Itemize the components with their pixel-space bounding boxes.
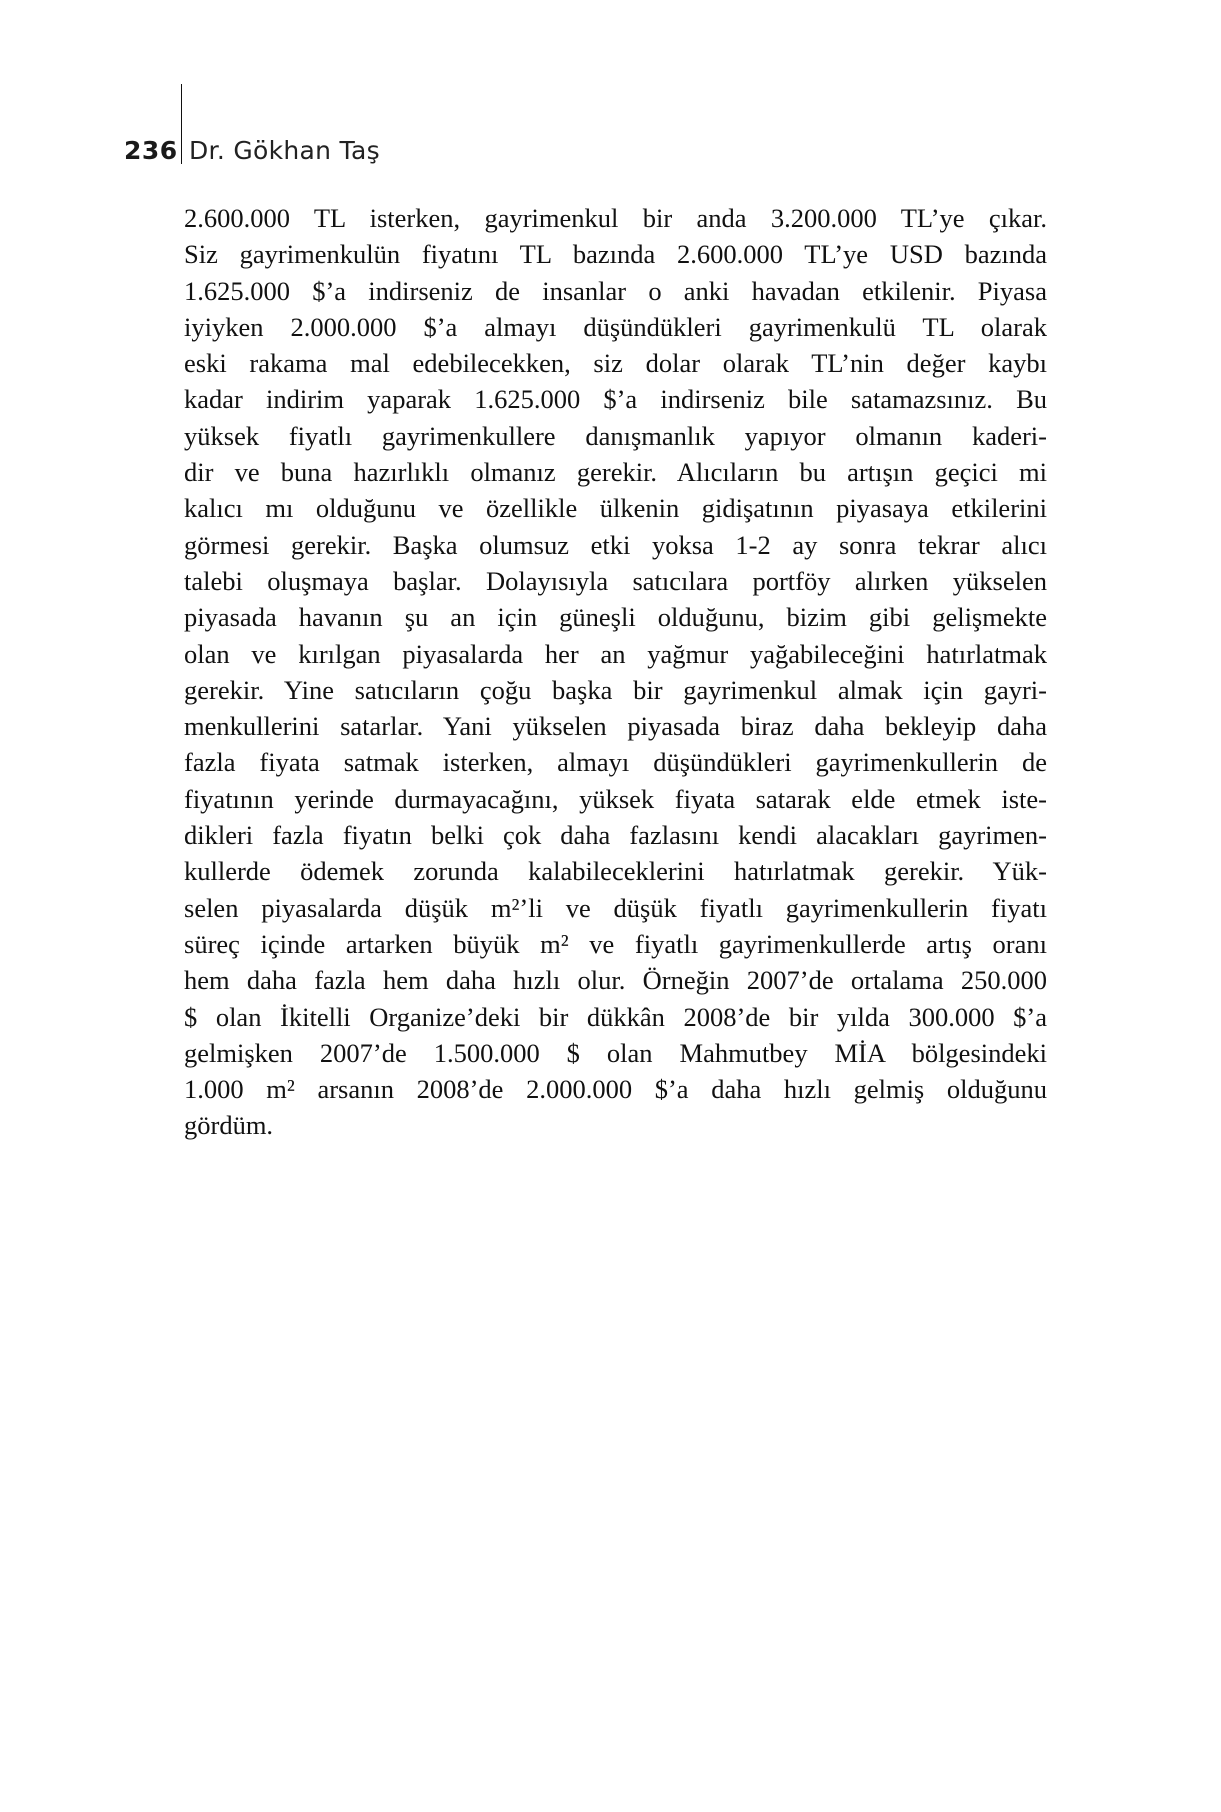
text-line: dikleri fazla fiyatın belki çok daha fazlasını kendi alacakları gayrimen-: [184, 820, 1047, 851]
text-line: gördüm.: [184, 1110, 274, 1141]
text-line: fiyatının yerinde durmayacağını, yüksek fiyata satarak elde etmek iste-: [184, 783, 1047, 814]
text-line: kadar indirim yaparak 1.625.000 $’a indirseniz bile satamazsınız. Bu: [184, 384, 1047, 415]
text-line: Siz gayrimenkulün fiyatını TL bazında 2.600.000 TL’ye USD bazında: [184, 239, 1047, 270]
text-line: 1.625.000 $’a indirseniz de insanlar o anki havadan etkilenir. Piyasa: [184, 275, 1047, 306]
body-paragraph: [184, 200, 1047, 1144]
text-line: 1.000 m² arsanın 2008’de 2.000.000 $’a daha hızlı gelmiş olduğunu: [184, 1074, 1047, 1105]
text-line: 2.600.000 TL isterken, gayrimenkul bir anda 3.200.000 TL’ye çıkar.: [184, 203, 1047, 233]
text-line: eski rakama mal edebilecekken, siz dolar olarak TL’nin değer kaybı: [184, 348, 1047, 379]
text-line: talebi oluşmaya başlar. Dolayısıyla satıcılara portföy alırken yükselen: [184, 565, 1047, 596]
text-line: görmesi gerekir. Başka olumsuz etki yoksa 1-2 ay sonra tekrar alıcı: [184, 529, 1047, 560]
text-line: gerekir. Yine satıcıların çoğu başka bir gayrimenkul almak için gayri-: [184, 674, 1047, 705]
text-line: olan ve kırılgan piyasalarda her an yağmur yağabileceğini hatırlatmak: [184, 638, 1047, 669]
text-line: $ olan İkitelli Organize’deki bir dükkân 2008’de bir yılda 300.000 $’a: [184, 1001, 1047, 1032]
text-line: menkullerini satarlar. Yani yükselen piyasada biraz daha bekleyip daha: [184, 711, 1047, 742]
running-title: Dr. Gökhan Taş: [189, 136, 380, 165]
text-line: süreç içinde artarken büyük m² ve fiyatlı gayrimenkullerde artış oranı: [184, 928, 1047, 959]
page-number: 236: [124, 136, 178, 165]
header-divider: [181, 84, 182, 164]
text-line: hem daha fazla hem daha hızlı olur. Örneğin 2007’de ortalama 250.000: [184, 965, 1047, 996]
text-line: kalıcı mı olduğunu ve özellikle ülkenin gidişatının piyasaya etkilerini: [184, 493, 1047, 524]
text-line: selen piyasalarda düşük m²’li ve düşük fiyatlı gayrimenkullerin fiyatı: [184, 892, 1047, 923]
text-line: piyasada havanın şu an için güneşli olduğunu, bizim gibi gelişmekte: [184, 602, 1047, 633]
text-line: fazla fiyata satmak isterken, almayı düşündükleri gayrimenkullerin de: [184, 747, 1047, 778]
text-line: gelmişken 2007’de 1.500.000 $ olan Mahmutbey MİA bölgesindeki: [184, 1037, 1047, 1068]
text-line: yüksek fiyatlı gayrimenkullere danışmanlık yapıyor olmanın kaderi-: [184, 420, 1047, 451]
text-line: dir ve buna hazırlıklı olmanız gerekir. Alıcıların bu artışın geçici mi: [184, 457, 1047, 488]
text-line: kullerde ödemek zorunda kalabileceklerini hatırlatmak gerekir. Yük-: [184, 856, 1047, 887]
text-line: iyiyken 2.000.000 $’a almayı düşündükleri gayrimenkulü TL olarak: [184, 311, 1047, 342]
